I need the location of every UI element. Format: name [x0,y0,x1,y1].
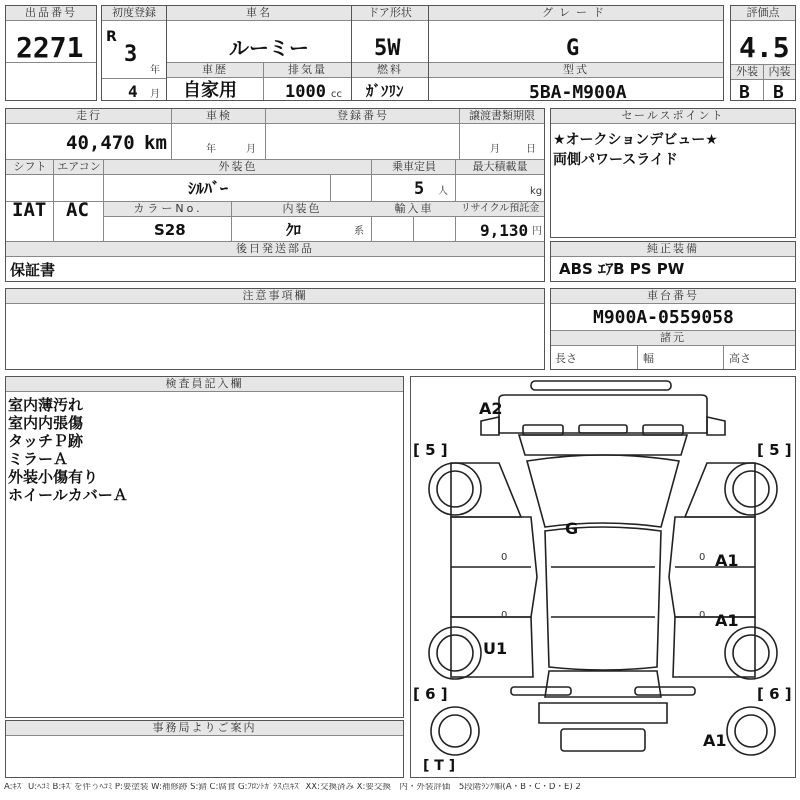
door-box [351,5,429,101]
era: R [106,29,117,45]
interior-grade: B [773,82,784,103]
tire-front-right: [ 5 ] [757,441,792,459]
recycle: 9,130 [480,221,529,240]
width-label: 幅 [643,352,654,365]
car-name-box [166,5,352,101]
color-no: S28 [154,221,186,239]
ac-label: エアコン [54,160,104,175]
model: 5BA-M900A [529,82,627,103]
door-label: ドア形状 [352,6,428,21]
color-no-label: カラーNo. [104,202,232,217]
model-label: 型式 [429,63,723,78]
grade-box [428,5,724,101]
later-parts-label: 後日発送部品 [6,242,544,257]
transfer-label: 譲渡書類期限 [460,109,544,124]
mark-right-front-door: A1 [715,551,739,570]
interior-color: ｸﾛ [286,221,302,239]
recycle-unit: 円 [532,226,542,237]
recycle-label: リサイクル預託金 [456,202,544,217]
inspection-year-unit: 年 [206,144,216,155]
car-outline [411,377,795,777]
exterior-grade: B [739,82,750,103]
notes-label: 注意事項欄 [6,289,544,304]
mark-front-left: A2 [479,399,503,418]
spec-table [5,108,545,282]
mark-left-rear-fender: U1 [483,639,508,658]
office-label: 事務局よりご案内 [6,721,403,736]
first-reg-year: 3 [124,42,138,67]
inspector-note-4: ミラーＡ [8,450,69,468]
displacement-label: 排気量 [264,63,351,78]
lot-number: 2271 [16,31,84,64]
ac: AC [66,199,89,221]
first-reg-label: 初度登録 [102,6,166,21]
capacity: 5 [414,179,425,199]
sales-point-2: 両側パワースライド [553,152,678,168]
inspection-label: 車検 [172,109,266,124]
notes-box [5,288,545,370]
year-unit: 年 [150,65,160,76]
legend: A:ｷｽﾞ U:ﾍｺﾐ B:ｷｽﾞを伴うﾍｺﾐ P:要塗装 W:補修跡 S:錆 C:腐食 G:ﾌﾛﾝﾄｶﾞﾗｽ点ｷｽﾞ XX:交換済み X:要交換 内・外装評価 5段階ﾗﾝｸ順(A・B・C・D・E) 2 [4,783,581,792]
import-label: 輸入車 [372,202,456,217]
month-unit: 月 [150,89,160,100]
fuel: ｶﾞｿﾘﾝ [366,82,404,100]
length-label: 長さ [555,352,577,365]
dims-label: 諸元 [551,330,795,346]
equipment-label: 純正装備 [551,242,795,257]
tire-rear-left: [ 6 ] [413,685,448,703]
chassis-number: M900A-0559058 [593,307,734,328]
car-name-label: 車名 [167,6,351,21]
lot-number-label: 出品番号 [6,6,96,21]
displacement: 1000 [285,82,326,102]
inspection-month-unit: 月 [246,144,256,155]
mark-right-rear-door: A1 [715,611,739,630]
inspector-note-6: ホイールカバーＡ [8,486,128,504]
displacement-unit: cc [331,89,342,100]
capacity-label: 乗車定員 [372,160,456,175]
equipment: ABS ｴｱB PS PW [559,260,685,278]
exterior-color: ｼﾙﾊﾞｰ [188,179,229,198]
later-parts: 保証書 [10,261,56,279]
equipment-box [550,241,796,282]
door-right-front: 0 [699,552,706,563]
score-label: 評価点 [731,6,795,21]
first-registration-box [101,5,167,101]
inspector-note-5: 外装小傷有り [8,468,99,486]
inspector-note-2: 室内内張傷 [8,414,84,432]
inspector-note-3: タッチＰ跡 [8,432,84,450]
transfer-day-unit: 日 [526,144,536,155]
mileage-unit: km [144,132,167,154]
car-name: ルーミー [229,36,309,60]
capacity-unit: 人 [438,186,448,197]
interior-grade-label: 内装 [764,65,795,80]
score-box [730,5,796,101]
score: 4.5 [739,31,790,64]
car-diagram [410,376,796,778]
history-label: 車歴 [167,63,263,78]
door-right-rear: 0 [699,610,706,621]
shift: IAT [12,199,47,221]
mark-rear: A1 [703,731,727,750]
door-left-front: 0 [501,552,508,563]
height-label: 高さ [729,352,751,365]
shift-label: シフト [6,160,54,175]
inspector-note-1: 室内薄汚れ [8,396,84,414]
first-reg-month: 4 [128,82,138,101]
door-left-rear: 0 [501,610,508,621]
office-box [5,720,404,778]
sales-points-label: セールスポイント [551,109,795,124]
exterior-color-label: 外装色 [104,160,372,175]
door-type: 5W [374,36,401,61]
lot-number-box [5,5,97,101]
chassis-box [550,288,796,370]
tire-rear-right: [ 6 ] [757,685,792,703]
exterior-grade-label: 外装 [731,65,763,80]
interior-color-label: 内装色 [232,202,372,217]
sales-points-box [550,108,796,238]
tire-front-left: [ 5 ] [413,441,448,459]
mileage-label: 走行 [6,109,172,124]
grade: G [566,36,580,61]
mark-roof: G [565,519,579,538]
registration-label: 登録番号 [266,109,460,124]
inspector-label: 検査員記入欄 [6,377,403,392]
grade-label: グレード [429,6,723,21]
chassis-label: 車台番号 [551,289,795,304]
history: 自家用 [183,80,237,101]
load-unit: kg [530,186,543,197]
mileage: 40,470 [66,132,135,154]
trunk-mark: [ T ] [423,758,456,774]
interior-color-suffix: 系 [354,226,364,237]
transfer-month-unit: 月 [490,144,500,155]
inspector-box [5,376,404,718]
load-label: 最大積載量 [456,160,544,175]
sales-point-1: ★オークションデビュー★ [553,132,718,148]
fuel-label: 燃料 [352,63,428,78]
